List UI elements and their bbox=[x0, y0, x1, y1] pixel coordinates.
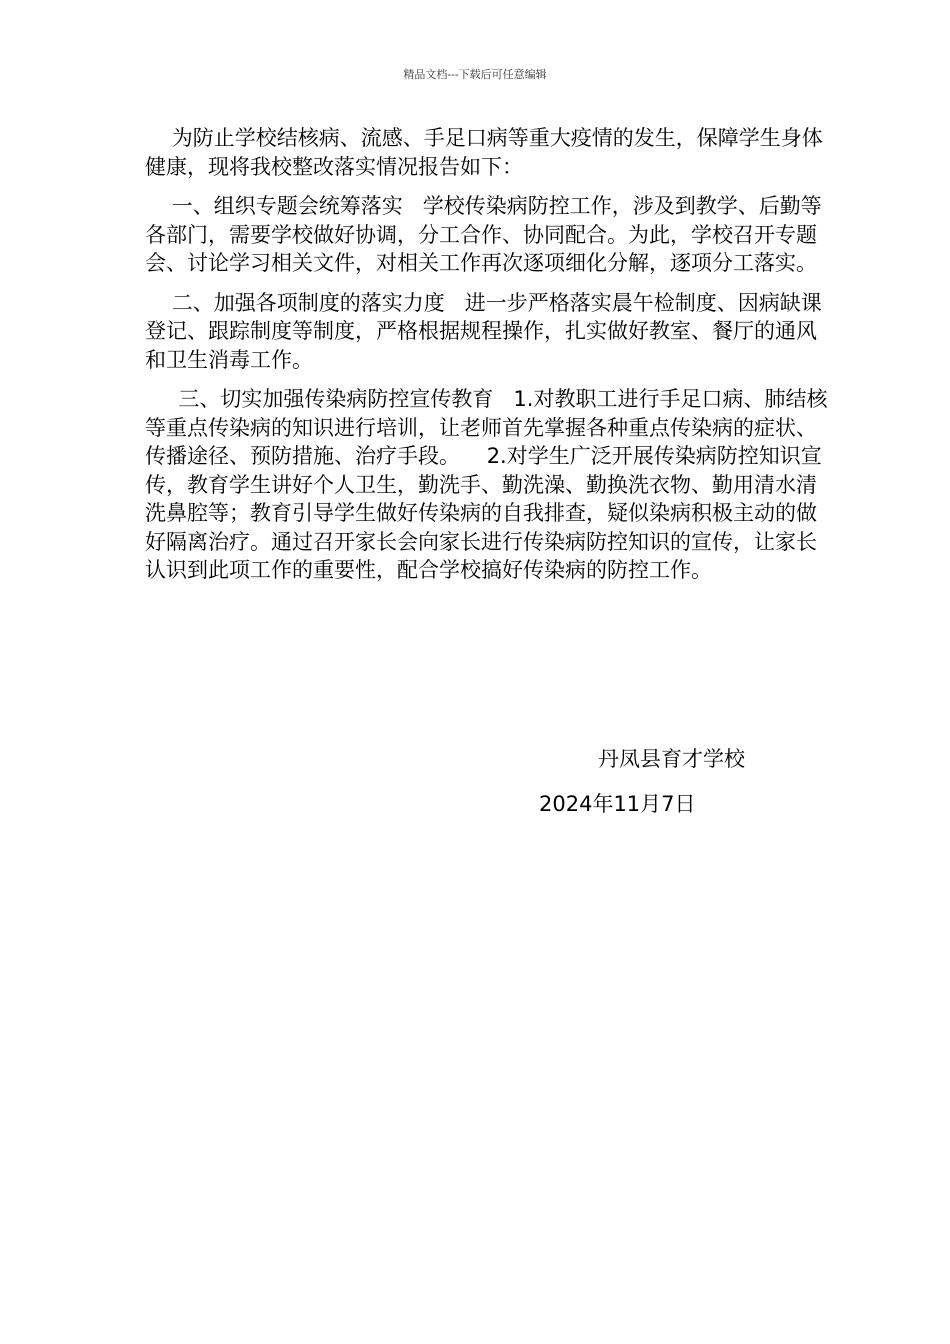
page-header: 精品文档---下载后可任意编辑 bbox=[403, 68, 547, 81]
paragraph-section-three: 三、切实加强传染病防控宣传教育 1.对教职工进行手足口病、肺结核等重点传染病的知识进行培训，让老师首先掌握各种重点传染病的症状、传播途径、预防措施、治疗手段。 2.对学生广泛开展传染病防控知识宣传，教育学生讲好个人卫生，勤洗手、勤洗澡、勤换洗衣物、勤用清水清洗鼻腔等；教育引导学生做好传染病的自我排查，疑似染病积极主动的做好隔离治疗。通过召开家长会向家长进行传染病防控知识的宣传，让家长认识到此项工作的重要性，配合学校搞好传染病的防控工作。 bbox=[145, 387, 828, 582]
signature-school-name: 丹凤县育才学校 bbox=[598, 747, 745, 771]
paragraph-section-two: 二、加强各项制度的落实力度 进一步严格落实晨午检制度、因病缺课登记、跟踪制度等制度，严格根据规程操作，扎实做好教室、餐厅的通风和卫生消毒工作。 bbox=[145, 290, 822, 372]
paragraph-intro: 为防止学校结核病、流感、手足口病等重大疫情的发生，保障学生身体健康，现将我校整改落实情况报告如下： bbox=[145, 126, 823, 179]
document-date: 2024年11月7日 bbox=[539, 792, 696, 816]
paragraph-section-one: 一、组织专题会统筹落实 学校传染病防控工作，涉及到教学、后勤等各部门，需要学校做好协调，分工合作、协同配合。为此，学校召开专题会、讨论学习相关文件，对相关工作再次逐项细化分解，逐项分工落实。 bbox=[145, 194, 822, 275]
document-body bbox=[145, 124, 835, 596]
